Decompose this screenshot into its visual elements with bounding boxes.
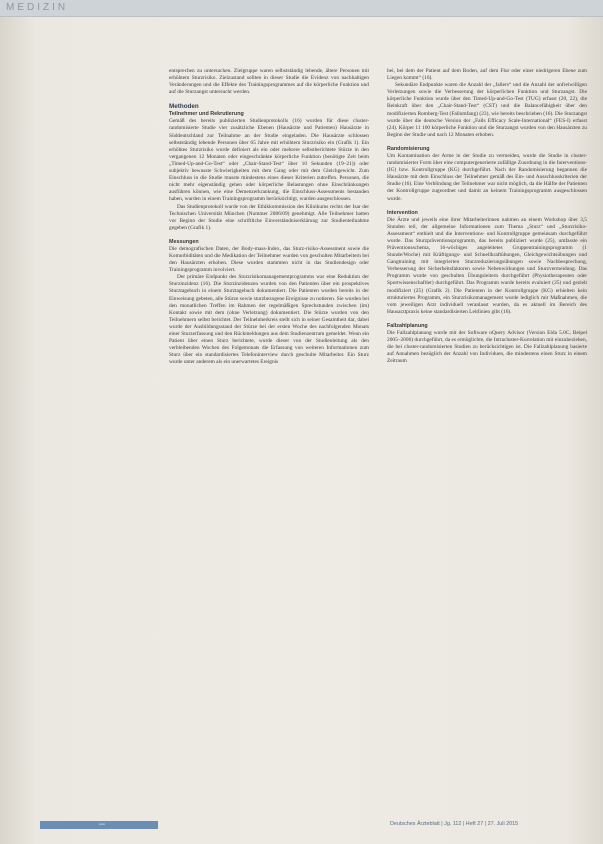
intervention-paragraph: Die Ärzte und jeweils eine ihrer Mitarbeiterinnen nahmen an einem Workshop über 3,5 Stunden teil, der allgemeine Informationen zum Thema „Sturz“ und „Sturzrisiko-Assessment“ enthielt und die Interventions- und Kontrollgruppe gemeinsam durchgeführt wurde. Das Sturzpräventionsprogramm, das bereits publiziert wurde (25), umfasste ein Präventionsschema, 16-wöchiges angeleitetes Gruppentrainingsprogramm (1 Stunde/Woche) mit Kräftigungs- und Schnellkraftübungen, Gleichgewichtsübungen und Gangtraining mit integrierten Sturzreduzierungsübungen sowie Nachbesprechung, Verbesserung der Sicherheitsfaktoren sowie Nebenwirkungen und Sturzvermeidung. Das Programm wurde von geschulten Übungsleitern durchgeführt (Physiotherapeuten oder Sportwissenschaftler) durchgeführt. Das Programm wurde bereits evaluiert (25) und gezielt modifiziert (25) (Grafik 2). Die Patienten in der Kontrollgruppe (KG) erhielten kein strukturiertes Programm, ein Sturzrisikomanagement wurde lediglich mit Maßnahmen, die vom jeweiligen Arzt individuell veranlasst wurden, da es aktuell im Bereich des Hausarztpraxis keine standardisierten Leitlinien gibt (16). [387,216,587,315]
intervention-subheading: Intervention [387,209,418,216]
methods-heading: Methoden [169,103,199,111]
participants-paragraph: Das Studienprotokoll wurde von der Ethikkommission des Klinikums rechts der Isar der Technischen Universität München (Nummer 2086/09) genehmigt. Alle Teilnehmer hatten vor Beginn der Studie eine schriftliche Einverständniserklärung zur Studienteilnahme gegeben (Grafik 1). [169,203,369,231]
measurements-subheading: Messungen [169,238,199,245]
participants-paragraph: Gemäß des bereits publizierten Studienprotokolls (16) wurden für diese cluster-randomisierte Studie vier zusätzliche Ebenen (Hausärzte und Patienten) Hausärzte in Süddeutschland zur Teilnahme an der Studie eingeladen. Die Hausärzte schlossen selbstständig lebende Personen über 65 Jahre mit erhöhtem Sturzrisiko ein (Grafik 1). Ein erhöhtes Sturzrisiko wurde definiert als ein oder mehrere selbstberichtete Stürze in den vergangenen 12 Monaten oder eingeschränkte körperliche Funktion (benötigte Zeit beim „Timed-Up-and-Go-Test“ oder „Chair-Stand-Test“ über 10 Sekunden (19–21)) oder subjektiv bewusste Schwierigkeiten mit dem Gang oder mit dem Gleichgewicht. Zum Einschluss in die Studie musste mindestens eines dieser Kriterien zutreffen. Personen, die nicht mehr eigenständig gehen oder körperliche Belastungen ohne Einschränkungen ausführen können, wie eine Demenzerkrankung, die Einschluss-Assessments bestanden haben, wurden in einem Trainingsprogramm berücksichtigt, wurden ausgeschlossen. [169,118,369,203]
sample-size-paragraph: Die Fallzahlplanung wurde mit der Software nQuery Advisor (Version Elda 5.0C, Beipel 2005–2006) durchgeführt, da es ermöglichte, die Intracluster-Korrelation mit einzubeziehen, die bei cluster-randomisierten Studien zu berücksichtigen ist. Die Fallzahlplanung basierte auf Annahmen bezüglich der Anzahl von Individuen, die mindestens einen Sturz in einem Zeitraum [387,329,587,365]
measurements-paragraph: Die demografischen Daten, der Body-mass-Index, das Sturz-risiko-Assessment sowie die Komorbiditäten und die Medikation der Teilnehmer wurden von geschulten Mitarbeitern bei den Hausärzten erhoben. Diese wurden stammten nicht in das Studiendesign oder Trainingsprogramm involviert. [169,245,369,274]
journal-reference: Deutsches Ärzteblatt | Jg. 112 | Heft 27 | 27. Juli 2015 [390,821,519,827]
randomization-subheading: Randomisierung [387,145,430,152]
sample-size-subheading: Fallzahlplanung [387,322,428,329]
intro-paragraph: bei, bei dem der Patient auf dem Boden, auf dem Flur oder einer niedrigeren Ebene zum Liegen kommt“ (16). [387,68,587,82]
intro-paragraph: entsprechen zu untersuchen. Zielgruppe waren selbstständig lebende, ältere Personen mit erhöhtem Sturzrisiko. Zielzustand sollten in dieser Studie die Evidenz von nachhaltigen Veränderungen und die Effekte des Trainingsprogrammes auf die körperliche Funktion und auf die Sturzangst untersucht werden. [169,68,369,96]
left-column [169,68,369,366]
page-number: --- [99,822,105,828]
right-column [387,68,587,365]
participants-subheading: Teilnehmer und Rekrutierung [169,111,244,118]
secondary-endpoints-paragraph: Sekundäre Endpunkte waren die Anzahl der „fallers“ und die Anzahl der unfreiwilligen Verletzungen sowie die Verbesserung der körperlichen Funktion und Sturzangst. Die körperliche Funktion wurde über den Timed-Up-and-Go-Test (TUG) erfasst (20, 22), die Beinkraft über den „Chair-Stand-Test“ (CST) und die Balancefähigkeit über den modifizierten Romberg-Test (Fallumfang) (23), wie bereits beschrieben (16). Die Sturzangst wurde über die deutsche Version der „Falls Efficacy Scale-International“ (FES-I) erfasst (24). Körper 11 100 körperliche Funktion und die Sturzangst wurden von den Hausärzten zu Beginn der Studie und nach 12 Monaten erhoben. [387,82,587,138]
section-label: MEDIZIN [6,2,69,13]
randomization-paragraph: Um Kontamination der Arme in der Studie zu vermeiden, wurde die Studie in cluster-randomisierter Form über eine computergenerierte zufällige Zuordnung in die Interventions- (IG) bzw. Kontrollgruppe (KG) durchgeführt. Nach der Randomisierung begannen die Hausärzte mit dem Einschluss der Teilnehmer gemäß des Ein- und Ausschlusskriterien der Studie (16). Eine Verblindung der Teilnehmer war nicht möglich, da die Hälfte der Patienten der Kontrollgruppe zugeordnet und damit an keinem Trainingsprogramm ausgeschlossen wurde. [387,152,587,202]
measurements-paragraph: Der primäre Endpunkt des Sturzrisikomanagementprogramms war eine Reduktion der Sturzinzidenz (16). Die Sturzinzidenzen wurden von den Patienten über ein prospektives Sturztagebuch in einem Sturztagebuch dokumentiert. Die Patienten wurden bereits in der Einweisung gebeten, alle Stürze sowie sturzbezogene Ereignisse zu notieren. Sie wurden bei den monatlichen Treffen im Rahmen der regelmäßigen Sprechstunden zwischen (im) Kontakt sowie mit dem (ohne Verletzung) dokumentiert. Die Stürze wurden von den Teilnehmern selbst berichtet. Der Teilnehmerkreis stellt sich in seiner Gesamtheit dar, dabei wurde der Ausbildungsstand der Stürze bei der ersten Woche des nachfolgenden Monats einer Sturzerfassung und den Rückmeldungen aus dem Studienzentrum gemeldet. Wenn ein Patient über einen Sturz berichtete, wurde dieser von der Studienleitung als den verbleibenden Wochen des Folgemonats die Erfassung von weiteren Informationen zum Sturz über ein standardisiertes Telefoninterview durch geschulte Mitarbeiter. Ein Sturz wurde unter anderem als ein unerwartetes Ereignis [169,274,369,366]
section-header-bar [0,0,603,17]
